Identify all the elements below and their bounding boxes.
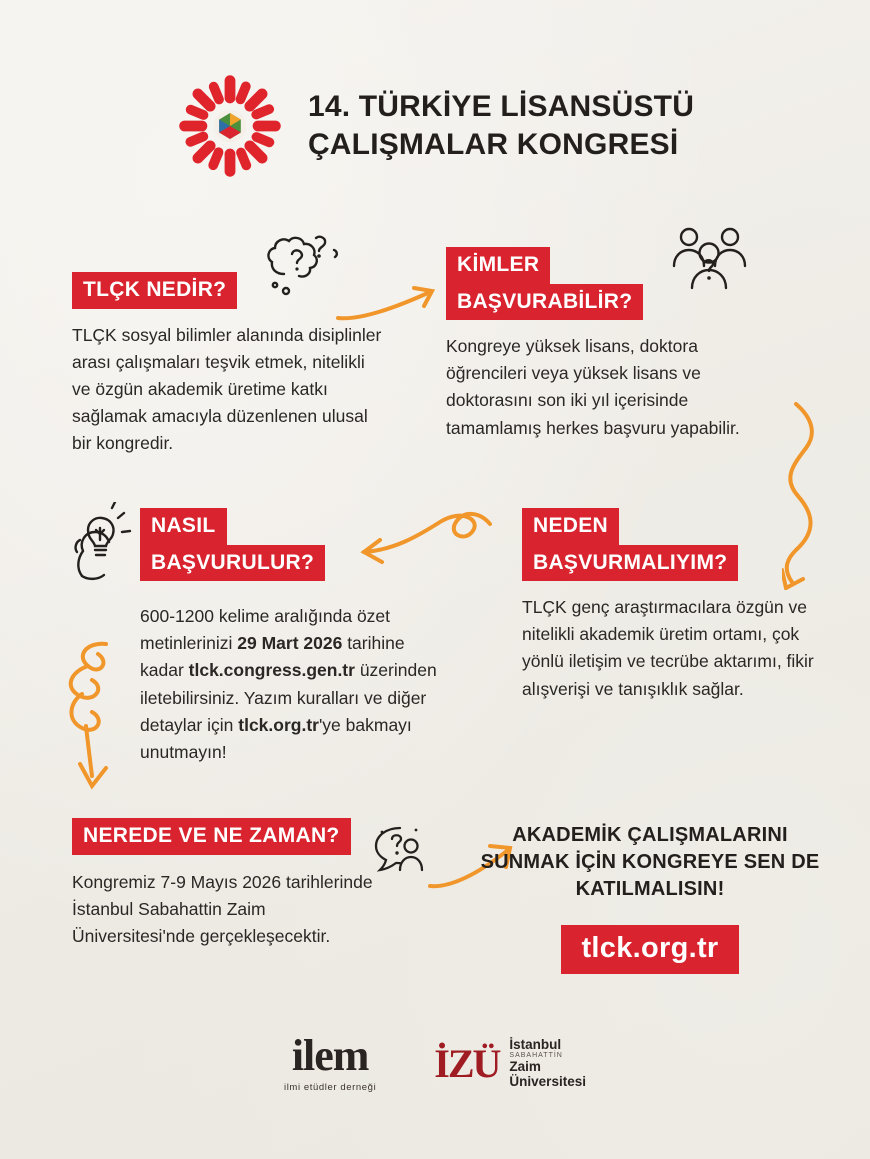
- section-body-nedir: TLÇK sosyal bilimler alanında disiplinler arası çalışmaları teşvik etmek, nitelikli ve özgün akademik üretime katkı sağlamak amacıyla düzenlenen ulusal bir kongredir.: [72, 324, 382, 454]
- section-heading-wrap: [140, 508, 440, 581]
- page-title-line2: ÇALIŞMALAR KONGRESİ: [307, 128, 679, 161]
- section-body-nasil: [140, 603, 440, 766]
- section-heading-nasil-line1: NASIL: [140, 508, 227, 545]
- section-heading-kimler-line1: KİMLER: [446, 247, 550, 284]
- section-heading-wrap: [72, 272, 382, 309]
- nasil-site-link-2[interactable]: tlck.org.tr: [238, 714, 319, 735]
- izu-monogram: İZÜ: [434, 1040, 500, 1086]
- section-neden-basvurmaliyim: [522, 508, 818, 703]
- section-body-kimler: Kongreye yüksek lisans, doktora öğrencileri veya yüksek lisans ve doktorasını son iki yıl içerisinde tamamlamış herkes başvuru yapabilir.: [446, 336, 740, 438]
- section-heading-kimler-line2: BAŞVURABİLİR?: [446, 284, 643, 321]
- section-heading-neden-line1: NEDEN: [522, 508, 619, 545]
- ilem-subtitle: ilmi etüdler derneği: [284, 1082, 377, 1093]
- tlck-flower-logo-icon: [176, 72, 284, 180]
- section-heading-wrap: [522, 508, 818, 581]
- section-body-neden: TLÇK genç araştırmacılara özgün ve nitelikli akademik üretim ortamı, çok yönlü iletişim ve tecrübe aktarımı, fikir alışverişi ve tanışıklık sağlar.: [522, 597, 814, 699]
- ilem-wordmark: ilem: [291, 1031, 369, 1080]
- section-heading-nerede: NEREDE VE NE ZAMAN?: [72, 818, 351, 855]
- nasil-text-part3: üzerinden iletebilirsiniz. Yazım kuralları ve diğer detaylar için: [140, 660, 437, 735]
- nasil-text-part4: 'ye bakmayı unutmayın!: [140, 714, 412, 762]
- izu-line2: Zaim: [509, 1058, 541, 1074]
- page-title-line1: 14. TÜRKİYE LİSANSÜSTÜ: [307, 90, 695, 124]
- izu-line1: İstanbul: [509, 1036, 562, 1052]
- izu-line3: Üniversitesi: [509, 1073, 586, 1089]
- nasil-text-part2: tarihine kadar: [140, 633, 405, 681]
- section-heading-wrap: [72, 818, 392, 855]
- cta-line1: AKADEMİK ÇALIŞMALARINI: [512, 824, 788, 846]
- cta-text: [480, 822, 820, 903]
- izu-name-lines: [509, 1038, 586, 1089]
- nasil-deadline-date: 29 Mart 2026: [237, 633, 343, 654]
- section-nerede-ve-ne-zaman: [72, 818, 392, 950]
- ilem-logo: [284, 1031, 377, 1093]
- poster-header: [0, 72, 870, 180]
- izu-tiny-line: SABAHATTİN: [509, 1052, 563, 1060]
- footer-logos: [0, 1031, 870, 1093]
- section-tlck-nedir: [72, 272, 382, 457]
- section-heading-wrap: [446, 247, 776, 320]
- section-heading-nasil-line2: BAŞVURULUR?: [140, 545, 325, 582]
- section-body-nerede: Kongremiz 7-9 Mayıs 2026 tarihlerinde İstanbul Sabahattin Zaim Üniversitesi'nde gerçekleşecektir.: [72, 871, 373, 946]
- nasil-site-link-1[interactable]: tlck.congress.gen.tr: [188, 660, 355, 681]
- cta-website-button[interactable]: tlck.org.tr: [561, 925, 738, 974]
- arrow-nasil-to-nerede: [62, 640, 126, 790]
- izu-logo: [434, 1038, 586, 1089]
- section-kimler-basvurabilir: [446, 247, 776, 442]
- cta-line3: KATILMALISIN!: [575, 878, 725, 900]
- section-heading-neden-line2: BAŞVURMALIYIM?: [522, 545, 738, 582]
- section-heading-nedir: TLÇK NEDİR?: [72, 272, 237, 309]
- section-nasil-basvurulur: [140, 508, 440, 766]
- lightbulb-head-icon: [62, 502, 132, 586]
- page-title: [308, 88, 694, 164]
- cta-line2: SUNMAK İÇİN KONGREYE SEN DE: [480, 851, 820, 873]
- nasil-text-part1: 600-1200 kelime aralığında özet metinlerinizi: [140, 606, 391, 654]
- call-to-action: [480, 822, 820, 974]
